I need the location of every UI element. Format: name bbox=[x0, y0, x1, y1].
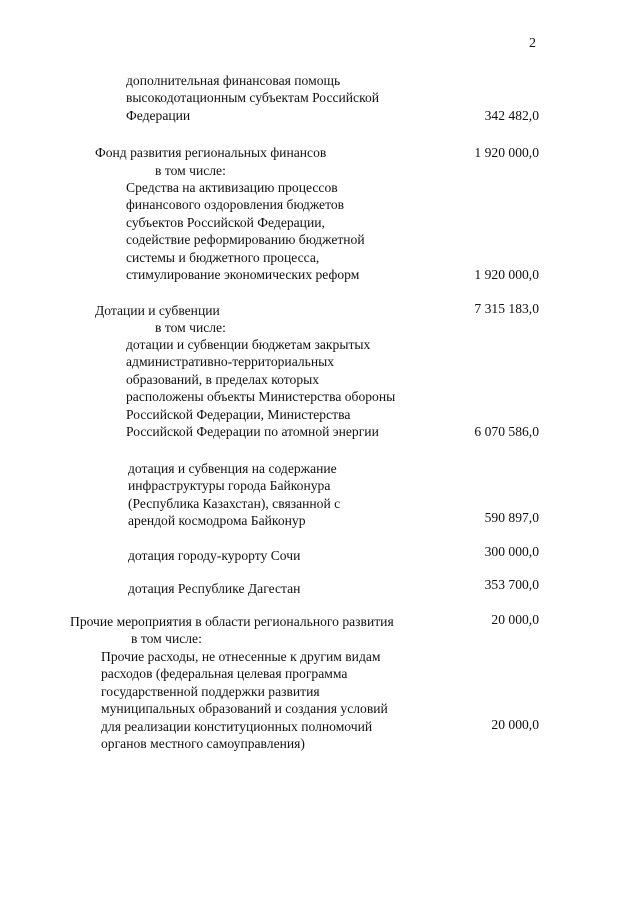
entry-dagestan-subsidy bbox=[128, 580, 300, 597]
entry-other-regional-development bbox=[70, 613, 394, 630]
entry-subsidies-and-subventions bbox=[95, 302, 220, 319]
including-text: в том числе: bbox=[155, 163, 226, 178]
entry-text-line: расположены объекты Министерства обороны bbox=[126, 389, 396, 405]
entry-text-line: дотация Республике Дагестан bbox=[128, 581, 301, 596]
entry-additional-financial-aid bbox=[126, 72, 379, 124]
entry-text-line: Российской Федерации, Министерства bbox=[126, 406, 351, 422]
entry-text-line: органов местного самоуправления) bbox=[101, 735, 305, 751]
entry-text-line: финансового оздоровления бюджетов bbox=[126, 197, 345, 213]
entry-text-line: расходов (федеральная целевая программа bbox=[101, 666, 348, 682]
entry-text-line: административно-территориальных bbox=[126, 354, 335, 370]
entry-text-line: дотации и субвенции бюджетам закрытых bbox=[126, 337, 371, 352]
entry-text-line: муниципальных образований и создания условий bbox=[101, 701, 388, 717]
entry-text-line: арендой космодрома Байконур bbox=[128, 513, 306, 529]
entry-baikonur-subsidy bbox=[128, 460, 340, 530]
amount-financial-recovery-funds: 1 920 000,0 bbox=[474, 267, 539, 282]
entry-text-line: дополнительная финансовая помощь bbox=[126, 73, 341, 88]
entry-text-line: стимулирование экономических реформ bbox=[126, 266, 360, 282]
amount-dagestan-subsidy: 353 700,0 bbox=[484, 577, 539, 592]
page-number: 2 bbox=[529, 36, 536, 51]
amount-additional-financial-aid: 342 482,0 bbox=[484, 108, 539, 123]
entry-financial-recovery-funds bbox=[126, 179, 365, 283]
entry-text-line: Федерации bbox=[126, 107, 191, 123]
entry-other-expenses bbox=[101, 648, 388, 752]
entry-text-line: Средства на активизацию процессов bbox=[126, 180, 338, 195]
entry-text-line: Российской Федерации по атомной энергии bbox=[126, 423, 379, 439]
entry-closed-territories-subsidies bbox=[126, 336, 395, 440]
amount-baikonur-subsidy: 590 897,0 bbox=[484, 510, 539, 525]
entry-text-line: высокодотационным субъектам Российской bbox=[126, 90, 380, 106]
entry-text-line: Прочие расходы, не отнесенные к другим видам bbox=[101, 649, 381, 664]
entry-text-line: субъектов Российской Федерации, bbox=[126, 214, 325, 230]
entry-heading: Дотации и субвенции bbox=[95, 303, 220, 318]
entry-text-line: инфраструктуры города Байконура bbox=[128, 478, 331, 494]
including-label bbox=[155, 162, 226, 179]
including-label bbox=[131, 630, 202, 647]
entry-text-line: (Республика Казахстан), связанной с bbox=[128, 495, 341, 511]
entry-sochi-subsidy bbox=[128, 547, 300, 564]
including-text: в том числе: bbox=[131, 631, 202, 646]
entry-heading: Прочие мероприятия в области регионального развития bbox=[70, 614, 394, 629]
entry-text-line: для реализации конституционных полномочий bbox=[101, 718, 373, 734]
amount-closed-territories-subsidies: 6 070 586,0 bbox=[474, 424, 539, 439]
entry-text-line: образований, в пределах которых bbox=[126, 371, 320, 387]
amount-sochi-subsidy: 300 000,0 bbox=[484, 544, 539, 559]
amount-subsidies-and-subventions: 7 315 183,0 bbox=[474, 301, 539, 316]
amount-other-expenses: 20 000,0 bbox=[491, 717, 539, 732]
entry-heading: Фонд развития региональных финансов bbox=[95, 145, 327, 160]
entry-text-line: дотация и субвенция на содержание bbox=[128, 461, 337, 476]
amount-other-regional-development: 20 000,0 bbox=[491, 612, 539, 627]
amount-regional-finance-fund: 1 920 000,0 bbox=[474, 145, 539, 160]
entry-regional-finance-fund bbox=[95, 144, 326, 161]
entry-text-line: дотация городу-курорту Сочи bbox=[128, 548, 301, 563]
including-label bbox=[155, 319, 226, 336]
including-text: в том числе: bbox=[155, 320, 226, 335]
entry-text-line: государственной поддержки развития bbox=[101, 683, 320, 699]
entry-text-line: системы и бюджетного процесса, bbox=[126, 249, 320, 265]
entry-text-line: содействие реформированию бюджетной bbox=[126, 232, 365, 248]
